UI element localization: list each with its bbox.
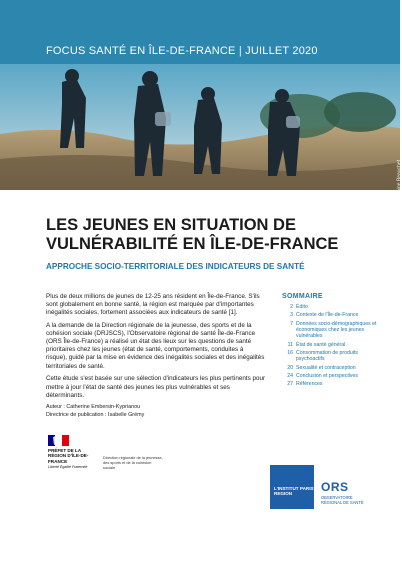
toc-item[interactable] <box>282 304 382 310</box>
title-separator: | <box>235 45 246 57</box>
toc-page: 7 <box>290 320 293 327</box>
toc-page: 20 <box>287 364 293 371</box>
toc-item[interactable] <box>282 350 382 362</box>
prefet-name: PRÉFET DE LA RÉGION D'ÎLE-DE-FRANCE <box>48 448 89 464</box>
series-title: FOCUS SANTÉ EN ÎLE-DE-FRANCE <box>46 45 236 57</box>
toc-label: Données socio-démographiques et économiques chez les jeunes vulnérables <box>296 320 377 340</box>
toc-list <box>282 304 382 388</box>
cover-banner <box>0 0 402 200</box>
summary-heading: SOMMAIRE <box>282 293 323 300</box>
toc-page: 24 <box>287 372 293 379</box>
toc-page: 16 <box>287 349 293 356</box>
toc-page: 2 <box>290 304 293 310</box>
issue-date: JUILLET 2020 <box>245 45 318 57</box>
director-line: Directrice de publication : Isabelle Grémy <box>46 411 145 418</box>
toc-label: Contexte de l'Île-de-France <box>296 312 359 319</box>
intro-paragraph-1: Plus de deux millions de jeunes de 12-25 ans résident en Île-de-France. S'ils sont globalement en bonne santé, la région est marquée par d'importantes inégalités sociales, fortement associées aux indicateurs de santé [1]. <box>46 293 260 317</box>
drjscs-text: Direction régionale de la jeunesse, des sports et de la cohésion sociale <box>103 455 163 470</box>
toc-label: Conclusion et perspectives <box>296 372 358 379</box>
toc-page: 11 <box>287 341 293 348</box>
prefet-logo-text <box>48 448 94 471</box>
toc-label: Édito <box>296 304 308 310</box>
toc-item[interactable] <box>282 373 382 379</box>
prefet-motto: Liberté Égalité Fraternité <box>48 465 88 470</box>
table-of-contents <box>282 293 382 390</box>
title-line-1: LES JEUNES EN SITUATION DE <box>46 216 296 234</box>
ors-sub-2: RÉGIONAL DE SANTÉ <box>321 500 364 505</box>
page-subtitle: APPROCHE SOCIO-TERRITORIALE DES INDICATEURS DE SANTÉ <box>46 262 305 271</box>
ipr-logo-text: L'INSTITUT PARIS REGION <box>274 486 314 497</box>
ors-logo-subtitle <box>321 495 364 505</box>
cover-photo <box>0 64 400 190</box>
toc-label: État de santé général <box>296 341 346 348</box>
intro-text <box>46 293 266 405</box>
intro-paragraph-2: A la demande de la Direction régionale de la jeunesse, des sports et de la cohésion sociale (DRJSCS), l'Observatoire régional de santé Île-de-France (ORS Île-de-France) a réalisé un état des lieux sur les questions de santé prioritaires chez les jeunes (état de santé, comportements, conduites à risque), guidé par la mise en évidence des inégalités sociales et des inégalités territoriales de santé. <box>46 322 265 370</box>
toc-item[interactable] <box>282 312 382 318</box>
toc-item[interactable] <box>282 321 382 340</box>
banner-title <box>46 45 318 57</box>
toc-label: Sexualité et contraception <box>296 364 356 371</box>
toc-page: 3 <box>290 312 293 319</box>
page-title <box>46 216 366 254</box>
ors-logo: ORS <box>321 480 349 494</box>
photo-credit: Antoine Beauchet <box>396 160 402 200</box>
ors-sub-1: OBSERVATOIRE <box>321 495 353 500</box>
intro-paragraph-3: Cette étude s'est basée sur une sélection d'indicateurs les plus pertinents pour mettre à jour l'état de santé des jeunes les plus vulnérables et ses déterminants. <box>46 375 266 399</box>
toc-item[interactable] <box>282 365 382 371</box>
author-line: Auteur : Catherine Embersin-Kyprianou <box>46 404 141 410</box>
toc-item[interactable] <box>282 342 382 348</box>
toc-page: 27 <box>287 381 293 388</box>
toc-label: Références <box>296 381 323 388</box>
title-line-2: VULNÉRABILITÉ EN ÎLE-DE-FRANCE <box>46 235 339 253</box>
publication-credits <box>46 404 144 419</box>
marianne-logo-icon <box>48 435 90 447</box>
toc-item[interactable] <box>282 381 382 387</box>
toc-label: Consommation de produits psychoactifs <box>296 349 358 363</box>
